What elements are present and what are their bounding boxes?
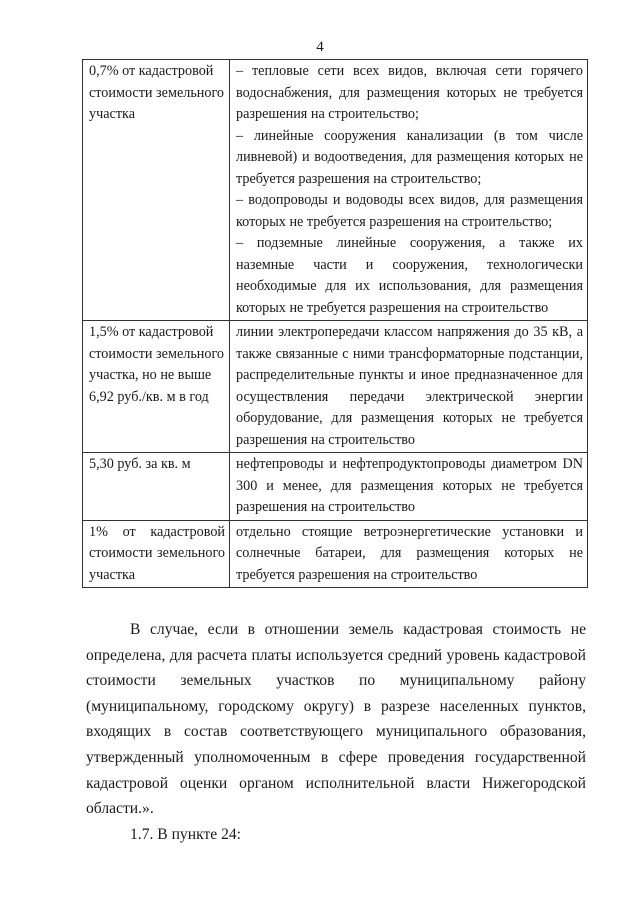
table-row — [83, 321, 588, 453]
rate-cell: 0,7% от кадастровой стоимости земельного участка — [83, 60, 230, 321]
fee-rates-table — [82, 59, 588, 588]
page-number: 4 — [316, 39, 324, 55]
object-item: – тепловые сети всех видов, включая сети горячего водоснабжения, для размещения которых не требуется разрешения на строительство; — [236, 63, 583, 122]
objects-cell — [230, 520, 588, 588]
table-row — [83, 60, 588, 321]
rate-cell: 5,30 руб. за кв. м — [83, 453, 230, 521]
object-item: – водопроводы и водоводы всех видов, для размещения которых не требуется разрешения на строительство; — [236, 192, 583, 230]
object-item: нефтепроводы и нефтепродуктопроводы диаметром DN 300 и менее, для размещения которых не требуется разрешения на строительство — [236, 456, 583, 515]
objects-cell — [230, 321, 588, 453]
object-item: линии электропередачи классом напряжения до 35 кВ, а также связанные с ними трансформаторные подстанции, распределительные пункты и иное предназначенное для осуществления передачи электрической энергии оборудование, для размещения которых не требуется разрешения на строительство — [236, 324, 583, 448]
object-item: отдельно стоящие ветроэнергетические установки и солнечные батареи, для размещения которых не требуется разрешения на строительство — [236, 523, 583, 583]
object-item: – подземные линейные сооружения, а также их наземные части и сооружения, технологически необходимые для их использования, для размещения которых не требуется разрешения на строительство — [236, 235, 583, 316]
objects-cell — [230, 453, 588, 521]
rate-cell: 1% от кадастровой стоимости земельного участка — [83, 520, 230, 588]
body-paragraph: В случае, если в отношении земель кадастровая стоимость не определена, для расчета платы используется средний уровень кадастровой стоимости земельных участков по муниципальному району (муниципальному, городскому округу) в разрезе населенных пунктов, входящих в состав соответствующего муниципального образования, утвержденный уполномоченным в сфере проведения государственной кадастровой оценки органом исполнительной власти Нижегородской области.». — [86, 621, 586, 818]
objects-cell — [230, 60, 588, 321]
table-row — [83, 453, 588, 521]
object-item: – линейные сооружения канализации (в том числе ливневой) и водоотведения, для размещения которых не требуется разрешения на строительство; — [236, 127, 583, 187]
rate-cell: 1,5% от кадастровой стоимости земельного участка, но не выше 6,92 руб./кв. м в год — [83, 321, 230, 453]
item-heading: 1.7. В пункте 24: — [130, 826, 242, 843]
table-row — [83, 520, 588, 588]
